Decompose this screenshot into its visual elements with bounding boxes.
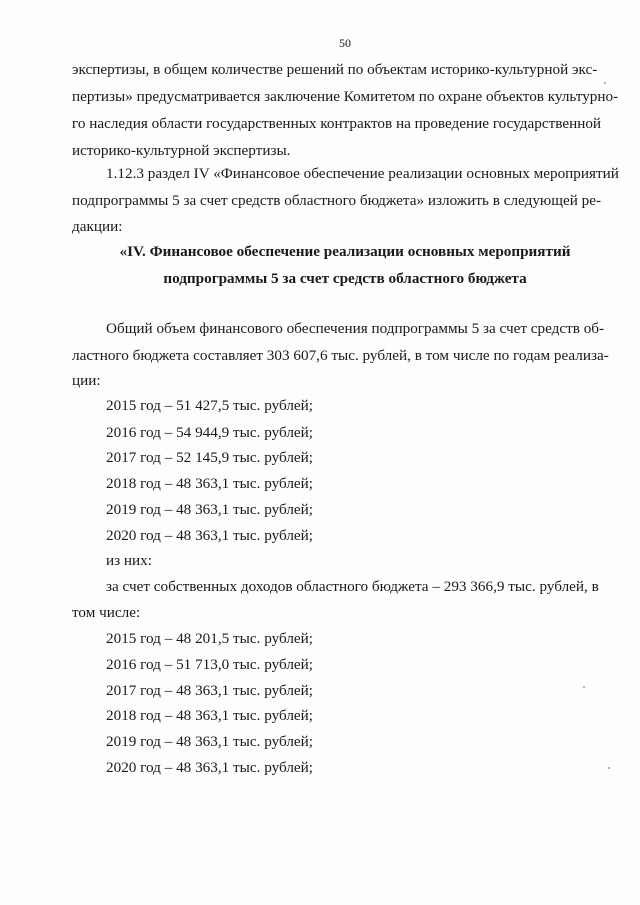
- year-own-line: 2015 год – 48 201,5 тыс. рублей;: [106, 630, 314, 647]
- year-own-line: 2017 год – 48 363,1 тыс. рублей;: [106, 682, 314, 699]
- scan-speck: [608, 767, 610, 769]
- paragraph-text: ластного бюджета составляет 303 607,6 тыс. рублей, в том числе по годам реализа-: [72, 347, 609, 364]
- paragraph-text: 1.12.3 раздел IV «Финансовое обеспечение реализации основных мероприятий: [106, 165, 619, 182]
- of-them-label: из них:: [106, 552, 152, 569]
- year-total-line: 2015 год – 51 427,5 тыс. рублей;: [106, 397, 314, 414]
- paragraph-line: [72, 603, 140, 623]
- year-own-line: 2020 год – 48 363,1 тыс. рублей;: [106, 759, 314, 776]
- paragraph-text: историко-культурной экспертизы.: [72, 142, 291, 159]
- paragraph-line: [106, 319, 604, 339]
- paragraph-line: [72, 191, 601, 211]
- paragraph-text: дакции:: [72, 218, 123, 235]
- paragraph-text: экспертизы, в общем количестве решений по объектам историко-культурной экс-: [72, 61, 598, 78]
- paragraph-line: [72, 87, 619, 107]
- paragraph-line: [72, 217, 122, 237]
- paragraph-text: пертизы» предусматривается заключение Комитетом по охране объектов культурно-: [72, 88, 619, 105]
- paragraph-text: ции:: [72, 372, 101, 389]
- year-own-line: 2018 год – 48 363,1 тыс. рублей;: [106, 707, 314, 724]
- scan-speck: [604, 82, 606, 84]
- scan-speck: [583, 686, 585, 688]
- year-total-line: 2017 год – 52 145,9 тыс. рублей;: [106, 449, 314, 466]
- paragraph-line: [72, 60, 616, 80]
- section-heading-line1: «IV. Финансовое обеспечение реализации основных мероприятий: [119, 243, 571, 260]
- paragraph-text: подпрограммы 5 за счет средств областного бюджета» изложить в следующей ре-: [72, 192, 602, 209]
- year-own-line: 2019 год – 48 363,1 тыс. рублей;: [106, 733, 314, 750]
- year-total-line: 2019 год – 48 363,1 тыс. рублей;: [106, 501, 314, 518]
- year-own-line: 2016 год – 51 713,0 тыс. рублей;: [106, 656, 314, 673]
- year-total-line: 2016 год – 54 944,9 тыс. рублей;: [106, 424, 314, 441]
- paragraph-line: [72, 141, 290, 161]
- section-heading-line2: подпрограммы 5 за счет средств областного бюджета: [163, 270, 527, 287]
- paragraph-line: [106, 577, 616, 597]
- year-total-line: 2018 год – 48 363,1 тыс. рублей;: [106, 475, 314, 492]
- paragraph-text: за счет собственных доходов областного бюджета – 293 366,9 тыс. рублей, в: [106, 578, 599, 595]
- paragraph-line: [72, 346, 609, 366]
- paragraph-text: Общий объем финансового обеспечения подпрограммы 5 за счет средств об-: [106, 320, 605, 337]
- paragraph-line: [72, 114, 616, 134]
- paragraph-text: том числе:: [72, 604, 141, 621]
- paragraph-line: [72, 371, 101, 391]
- page-number: 50: [339, 36, 351, 50]
- paragraph-line: [106, 164, 619, 184]
- year-total-line: 2020 год – 48 363,1 тыс. рублей;: [106, 527, 314, 544]
- paragraph-text: го наследия области государственных контрактов на проведение государственной: [72, 115, 602, 132]
